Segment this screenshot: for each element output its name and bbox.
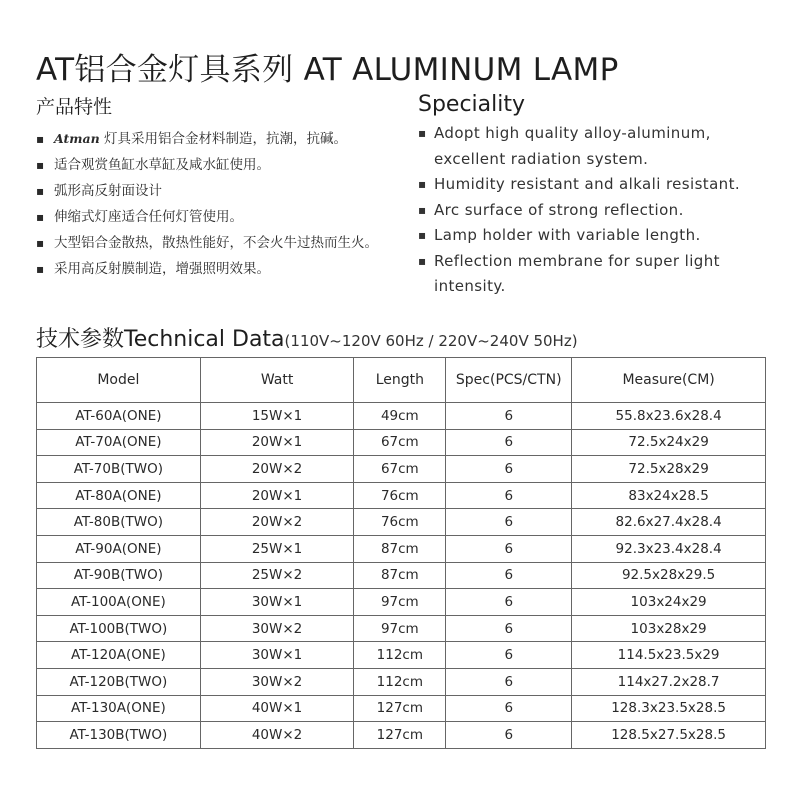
cell-length: 112cm [354,642,446,669]
cell-spec: 6 [446,589,572,616]
table-body [37,403,766,749]
cell-measure: 114.5x23.5x29 [572,642,766,669]
cell-model: AT-90B(TWO) [37,562,201,589]
cell-model: AT-130A(ONE) [37,695,201,722]
table-row [37,456,766,483]
cell-spec: 6 [446,482,572,509]
cell-model: AT-120B(TWO) [37,668,201,695]
cell-measure: 92.3x23.4x28.4 [572,535,766,562]
table-row [37,695,766,722]
features-en-item: ▪ Adopt high quality alloy-aluminum, excellent radiation system. [418,121,778,172]
cell-watt: 40W×2 [200,722,354,749]
cell-measure: 83x24x28.5 [572,482,766,509]
cell-length: 67cm [354,429,446,456]
cell-length: 49cm [354,403,446,430]
table-row [37,722,766,749]
features-cn-list [36,127,406,281]
features-cn-heading: 产品特性 [36,96,113,118]
cell-watt: 15W×1 [200,403,354,430]
cell-length: 76cm [354,482,446,509]
features-cn-item: ▪ 伸缩式灯座适合任何灯管使用。 [36,205,406,229]
table-header-row [37,358,766,403]
cell-model: AT-80B(TWO) [37,509,201,536]
cell-model: AT-120A(ONE) [37,642,201,669]
cell-model: AT-100A(ONE) [37,589,201,616]
cell-length: 87cm [354,562,446,589]
features-cn-item: ▪ 适合观赏鱼缸水草缸及咸水缸使用。 [36,153,406,177]
cell-spec: 6 [446,642,572,669]
cell-spec: 6 [446,668,572,695]
cell-watt: 20W×1 [200,482,354,509]
features-cn-item: ▪ 采用高反射膜制造，增强照明效果。 [36,257,406,281]
table-row [37,403,766,430]
table-row [37,429,766,456]
column-header-model: Model [37,358,201,403]
cell-measure: 82.6x27.4x28.4 [572,509,766,536]
cell-spec: 6 [446,615,572,642]
cell-length: 87cm [354,535,446,562]
table-row [37,482,766,509]
features-cn-item: ▪ 弧形高反射面设计 [36,179,406,203]
cell-length: 112cm [354,668,446,695]
cell-spec: 6 [446,429,572,456]
cell-length: 97cm [354,615,446,642]
cell-measure: 103x28x29 [572,615,766,642]
technical-data-table [36,357,766,749]
cell-model: AT-60A(ONE) [37,403,201,430]
cell-watt: 30W×1 [200,589,354,616]
cell-spec: 6 [446,403,572,430]
cell-measure: 128.3x23.5x28.5 [572,695,766,722]
column-header-watt: Watt [200,358,354,403]
cell-model: AT-90A(ONE) [37,535,201,562]
features-en-heading: Speciality [418,92,526,117]
features-cn-item: ▪ 大型铝合金散热，散热性能好，不会火牛过热而生火。 [36,231,406,255]
brand-logo: Atman [54,131,100,146]
cell-watt: 25W×2 [200,562,354,589]
cell-model: AT-80A(ONE) [37,482,201,509]
cell-spec: 6 [446,562,572,589]
column-header-measure: Measure(CM) [572,358,766,403]
technical-data-title [36,322,578,353]
cell-measure: 72.5x24x29 [572,429,766,456]
cell-watt: 25W×1 [200,535,354,562]
cell-watt: 30W×2 [200,615,354,642]
cell-model: AT-130B(TWO) [37,722,201,749]
features-en-section [418,92,778,300]
cell-watt: 30W×2 [200,668,354,695]
column-header-spec: Spec(PCS/CTN) [446,358,572,403]
column-header-length: Length [354,358,446,403]
cell-length: 127cm [354,695,446,722]
cell-length: 67cm [354,456,446,483]
table-row [37,589,766,616]
cell-spec: 6 [446,535,572,562]
cell-measure: 55.8x23.6x28.4 [572,403,766,430]
table-row [37,642,766,669]
table-row [37,535,766,562]
features-cn-section [36,92,406,283]
cell-spec: 6 [446,509,572,536]
cell-measure: 128.5x27.5x28.5 [572,722,766,749]
cell-spec: 6 [446,722,572,749]
cell-model: AT-70B(TWO) [37,456,201,483]
table-row [37,562,766,589]
cell-model: AT-70A(ONE) [37,429,201,456]
cell-watt: 20W×2 [200,509,354,536]
cell-spec: 6 [446,456,572,483]
technical-data-voltage: (110V~120V 60Hz / 220V~240V 50Hz) [284,332,578,350]
table-row [37,668,766,695]
cell-model: AT-100B(TWO) [37,615,201,642]
features-en-item: ▪ Lamp holder with variable length. [418,223,778,249]
cell-watt: 30W×1 [200,642,354,669]
cell-watt: 40W×1 [200,695,354,722]
cell-length: 127cm [354,722,446,749]
table-row [37,615,766,642]
cell-watt: 20W×2 [200,456,354,483]
features-en-list [418,121,778,300]
cell-measure: 92.5x28x29.5 [572,562,766,589]
table-row [37,509,766,536]
cell-length: 76cm [354,509,446,536]
cell-measure: 72.5x28x29 [572,456,766,483]
page-title: AT铝合金灯具系列 AT ALUMINUM LAMP [36,52,619,88]
cell-spec: 6 [446,695,572,722]
technical-data-heading: 技术参数Technical Data [36,327,285,352]
features-en-item: ▪ Humidity resistant and alkali resistant. [418,172,778,198]
cell-length: 97cm [354,589,446,616]
features-en-item: ▪ Reflection membrane for super light intensity. [418,249,778,300]
cell-watt: 20W×1 [200,429,354,456]
cell-measure: 114x27.2x28.7 [572,668,766,695]
features-cn-item: ▪ Atman 灯具采用铝合金材料制造，抗潮，抗碱。 [36,127,406,151]
features-en-item: ▪ Arc surface of strong reflection. [418,198,778,224]
cell-measure: 103x24x29 [572,589,766,616]
